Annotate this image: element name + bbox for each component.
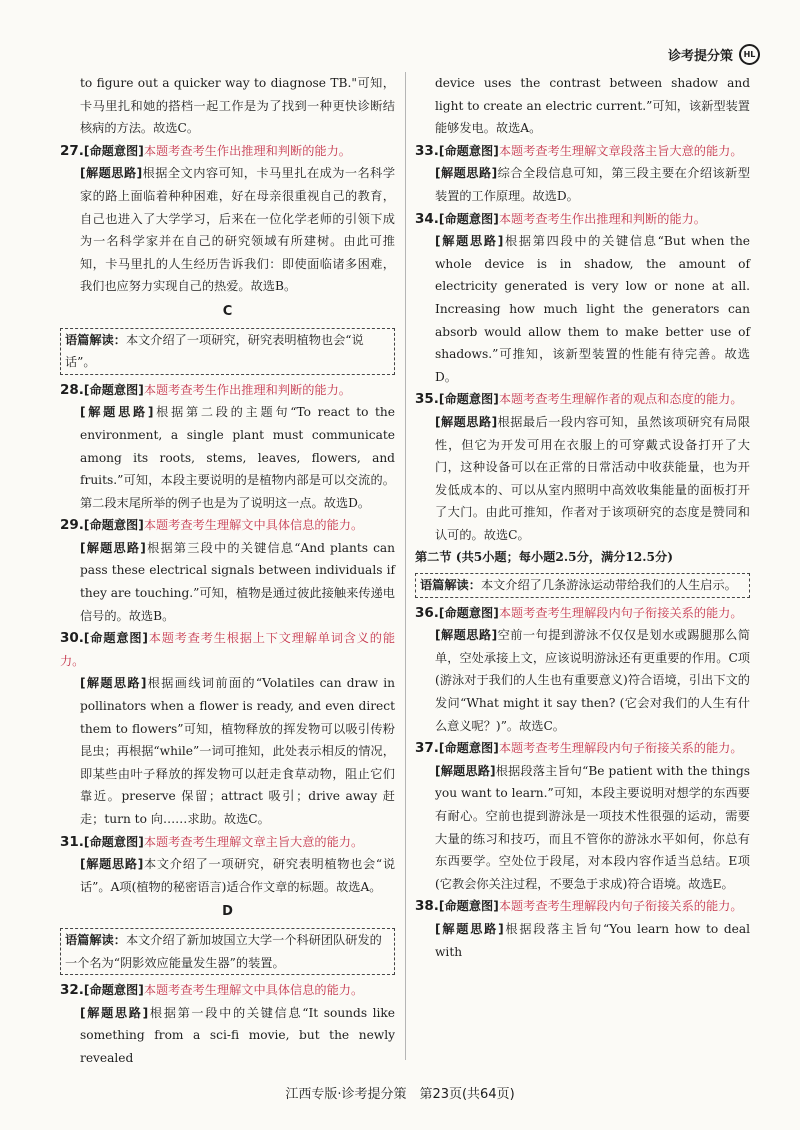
solution-text: 根据第三段中的关键信息“And plants can pass these electrical signals between individuals if they are touching.”可知，植物是通过彼此接触来传递电信号的。故选B。 <box>80 540 396 623</box>
question-30 <box>60 627 395 830</box>
question-29 <box>60 514 395 627</box>
question-number: 36. <box>415 604 439 621</box>
column-divider <box>405 72 406 1060</box>
section-d-heading: D <box>222 904 233 920</box>
intent-text: 本题考查考生理解文中具体信息的能力。 <box>143 983 364 998</box>
continued-text: device uses the contrast between shadow and light to create an electric current.”可知，该新型装置能够发电。故选A。 <box>435 76 750 136</box>
page-footer: 江西专版·诊考提分策 第23页(共64页) <box>285 1087 515 1102</box>
question-number: 33. <box>415 142 439 159</box>
brand-title: 诊考提分策 <box>667 49 733 64</box>
intent-text: 本题考查考生理解文章段落主旨大意的能力。 <box>498 143 743 158</box>
question-36 <box>415 602 750 738</box>
solution-tag: [解题思路] <box>435 628 498 643</box>
continued-text: to figure out a quicker way to diagnose TB."可知，卡马里扎和她的搭档一起工作是为了找到一种更快诊断结核病的方法。故选C。 <box>80 76 395 136</box>
question-28 <box>60 379 395 515</box>
intent-tag: [命题意图] <box>83 834 144 849</box>
summary-tag: 语篇解读： <box>65 332 126 347</box>
solution-text: 本文介绍了一项研究，研究表明植物也会“说话”。A项(植物的秘密语言)适合作文章的标题。故选A。 <box>80 857 396 894</box>
page-header <box>668 44 760 65</box>
question-38 <box>415 895 750 963</box>
intent-text: 本题考查考生理解文中具体信息的能力。 <box>143 518 364 533</box>
solution-tag: [解题思路] <box>435 234 504 249</box>
solution-tag: [解题思路] <box>435 414 498 429</box>
solution-text: 根据全文内容可知，卡马里扎在成为一名科学家的路上面临着种种困难，好在母亲很重视自己的教育，自己也进入了大学学习，后来在一位化学老师的引领下成为一名科学家并在自己的研究领域有所建树。由此可推知，卡马里扎的人生经历告诉我们：即使面临诸多困难，我们也应努力实现自己的热爱。故选B。 <box>80 166 396 294</box>
solution-text: 根据画线词前面的“Volatiles can draw in pollinators when a flower is ready, and even direct them to flowers”可知，植物释放的挥发物可以吸引传粉昆虫；再根据“while”一词可推知，此处表示相反的情况，即某些由叶子释放的挥发物可以赶走食草动物，阻止它们靠近。preserve 保留；attract 吸引；drive away 赶走；turn to 向……求助。故选C。 <box>80 676 395 826</box>
part-two-heading: 第二节 (共5小题；每小题2.5分，满分12.5分) <box>415 550 673 565</box>
question-31 <box>60 831 395 899</box>
question-34 <box>415 208 750 389</box>
question-number: 34. <box>415 210 439 227</box>
solution-tag: [解题思路] <box>80 676 147 691</box>
question-number: 29. <box>60 517 84 534</box>
intent-tag: [命题意图] <box>438 211 499 226</box>
solution-tag: [解题思路] <box>435 763 496 778</box>
intent-tag: [命题意图] <box>83 382 144 397</box>
summary-tag: 语篇解读： <box>65 932 126 947</box>
passage-summary-box <box>415 573 750 598</box>
solution-text: 空前一句提到游泳不仅仅是划水或踢腿那么简单，空处承接上文，应该说明游泳还有更重要的作用。C项(游泳对于我们的人生也有重要意义)符合语境，引出下文的发问“What might it say then? (它会对我们的人生有什么意义呢？)”。故选C。 <box>435 628 751 733</box>
solution-text: 根据段落主旨句“You learn how to deal with <box>435 921 751 959</box>
intent-tag: [命题意图] <box>83 983 144 998</box>
summary-text: 本文介绍了一项研究，研究表明植物也会“说话”。 <box>65 332 364 370</box>
solution-text: 根据段落主旨句“Be patient with the things you want to learn.”可知，本段主要说明对想学的东西要有耐心。空前也提到游泳是一项技术性很强的运动，需要大量的练习和技巧，而且不管你的游泳水平如何，你总有东西要学。空处位于段尾，对本段内容作适当总结。E项(它教会你关注过程，不要急于求成)符合语境。故选E。 <box>435 763 750 891</box>
intent-tag: [命题意图] <box>438 392 499 407</box>
section-c-heading: C <box>222 303 233 319</box>
solution-tag: [解题思路] <box>80 1005 149 1020</box>
solution-text: 根据第二段的主题句“To react to the environment, a single plant must communicate among its roots, stems, leaves, flowers, and fruits.”可知，本段主要说明的是植物内部是可以交流的。第二段末尾所举的例子也是为了说明这一点。故选D。 <box>80 405 395 510</box>
passage-summary-box <box>60 328 395 375</box>
brand-logo-icon: HL <box>739 44 760 65</box>
solution-tag: [解题思路] <box>80 540 146 555</box>
solution-tag: [解题思路] <box>80 166 143 181</box>
question-number: 38. <box>415 898 439 915</box>
question-number: 32. <box>60 982 84 999</box>
summary-tag: 语篇解读： <box>420 578 481 593</box>
intent-text: 本题考查考生作出推理和判断的能力。 <box>143 143 351 158</box>
summary-text: 本文介绍了新加坡国立大学一个科研团队研发的一个名为“阴影效应能量发生器”的装置。 <box>65 932 382 970</box>
question-number: 35. <box>415 391 439 408</box>
question-number: 30. <box>60 630 84 647</box>
solution-text: 根据第四段中的关键信息“But when the whole device is in shadow, the amount of electricity generated is very low or none at all. Increasing how much light the generators can absorb would allow them to make better use of shadows.”可推知，该新型装置的性能有待完善。故选D。 <box>435 234 750 384</box>
solution-text: 根据最后一段内容可知，虽然该项研究有局限性，但它为开发可用在衣服上的可穿戴式设备打开了大门，这种设备可以在正常的日常活动中收获能量，也为开发低成本的、可以从室内照明中高效收集能量的面板打开了大门。由此可推知，作者对于该项研究的态度是赞同和认可的。故选C。 <box>435 414 751 542</box>
intent-text: 本题考查考生根据上下文理解单词含义的能力。 <box>60 631 396 668</box>
intent-text: 本题考查考生理解段内句子衔接关系的能力。 <box>498 899 743 914</box>
question-32 <box>60 979 395 1069</box>
intent-text: 本题考查考生作出推理和判断的能力。 <box>143 382 351 397</box>
intent-text: 本题考查考生理解段内句子衔接关系的能力。 <box>498 605 743 620</box>
question-number: 37. <box>415 740 439 757</box>
intent-tag: [命题意图] <box>438 605 499 620</box>
intent-tag: [命题意图] <box>438 143 499 158</box>
solution-tag: [解题思路] <box>80 405 154 420</box>
intent-tag: [命题意图] <box>438 741 499 756</box>
intent-text: 本题考查考生理解文章主旨大意的能力。 <box>143 834 364 849</box>
question-number: 28. <box>60 381 84 398</box>
intent-tag: [命题意图] <box>83 518 144 533</box>
question-35 <box>415 388 750 546</box>
intent-tag: [命题意图] <box>83 631 148 646</box>
question-number: 31. <box>60 833 84 850</box>
solution-tag: [解题思路] <box>435 921 504 936</box>
passage-summary-box <box>60 928 395 975</box>
summary-text: 本文介绍了几条游泳运动带给我们的人生启示。 <box>480 578 737 593</box>
right-column <box>415 72 750 963</box>
question-37 <box>415 737 750 895</box>
solution-tag: [解题思路] <box>80 857 144 872</box>
question-27 <box>60 140 395 298</box>
solution-tag: [解题思路] <box>435 166 498 181</box>
intent-tag: [命题意图] <box>438 899 499 914</box>
question-33 <box>415 140 750 208</box>
question-number: 27. <box>60 142 84 159</box>
intent-text: 本题考查考生理解作者的观点和态度的能力。 <box>498 392 743 407</box>
intent-text: 本题考查考生作出推理和判断的能力。 <box>498 211 706 226</box>
solution-text: 综合全段信息可知，第三段主要在介绍该新型装置的工作原理。故选D。 <box>435 166 751 203</box>
left-column <box>60 72 395 1070</box>
intent-tag: [命题意图] <box>83 143 144 158</box>
solution-text: 根据第一段中的关键信息“It sounds like something from a sci-fi movie, but the newly revealed <box>80 1005 396 1065</box>
intent-text: 本题考查考生理解段内句子衔接关系的能力。 <box>498 741 743 756</box>
